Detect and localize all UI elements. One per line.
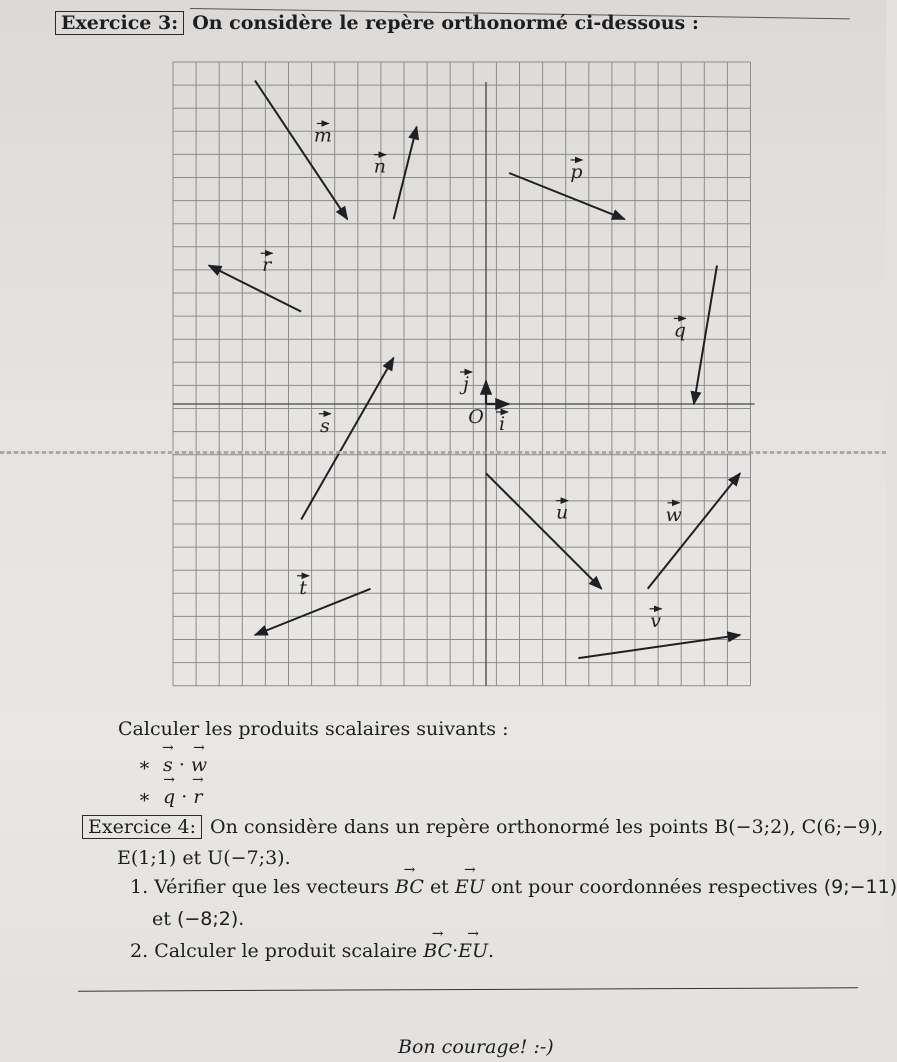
- vector-q: [694, 265, 717, 404]
- exercise-4-label: Exercice 4:: [82, 815, 202, 839]
- label-p: [570, 160, 582, 183]
- task-intro: Calculer les produits scalaires suivants :: [118, 718, 509, 740]
- exercise-4-statement: On considère dans un repère orthonormé les points B(−3;2), C(6;−9),: [210, 816, 884, 838]
- label-u: [556, 501, 568, 524]
- vector-m: [255, 81, 347, 220]
- label-p-text: p: [570, 160, 583, 183]
- label-m: [314, 123, 332, 146]
- label-j-text: j: [463, 373, 469, 395]
- label-w: [665, 503, 681, 526]
- product-item-1: ∗ → s · → w: [138, 754, 207, 776]
- exercise-3-statement: On considère le repère orthonormé ci-dessous :: [192, 12, 699, 34]
- label-w-text: w: [665, 503, 682, 526]
- vector-s: [301, 358, 393, 520]
- label-r-text: r: [262, 254, 272, 277]
- vector-n: [394, 127, 417, 219]
- question-2: 2. Calculer le produit scalaire → BC·→ EU.: [130, 940, 494, 962]
- paper-fold: [0, 451, 886, 454]
- question-1-continued: et (−8;2).: [152, 908, 245, 930]
- exercise-4-header: [82, 816, 884, 838]
- label-s-text: s: [319, 414, 330, 437]
- exercise-4-points: E(1;1) et U(−7;3).: [117, 847, 291, 869]
- label-j: [459, 372, 472, 395]
- vector-p: [509, 173, 624, 219]
- vector-v: [578, 635, 740, 658]
- vector-w: [648, 473, 740, 589]
- grid-lines: [173, 62, 751, 686]
- label-s: [319, 414, 331, 437]
- label-q: [674, 318, 686, 341]
- label-t: [297, 576, 309, 599]
- vector-u: [486, 473, 602, 589]
- product-item-2: ∗ → q · → r: [138, 786, 202, 808]
- label-v: [650, 609, 662, 632]
- label-n: [374, 155, 386, 178]
- label-v-text: v: [650, 609, 661, 632]
- label-i-text: i: [498, 413, 506, 435]
- label-r: [261, 253, 273, 276]
- label-u-text: u: [556, 501, 569, 524]
- label-n-text: n: [373, 155, 387, 178]
- closing-message: Bon courage! :-): [398, 1036, 554, 1058]
- label-m-text: m: [313, 124, 332, 147]
- exercise-3-label: Exercice 3:: [55, 11, 184, 35]
- label-q-text: q: [673, 319, 686, 342]
- origin-label: O: [468, 406, 484, 428]
- question-1: 1. Vérifier que les vecteurs → BC et → EU ont pour coordonnées respectives (9;−11): [130, 876, 897, 898]
- label-t-text: t: [299, 576, 307, 599]
- vector-t: [255, 589, 371, 635]
- vector-r: [209, 265, 301, 311]
